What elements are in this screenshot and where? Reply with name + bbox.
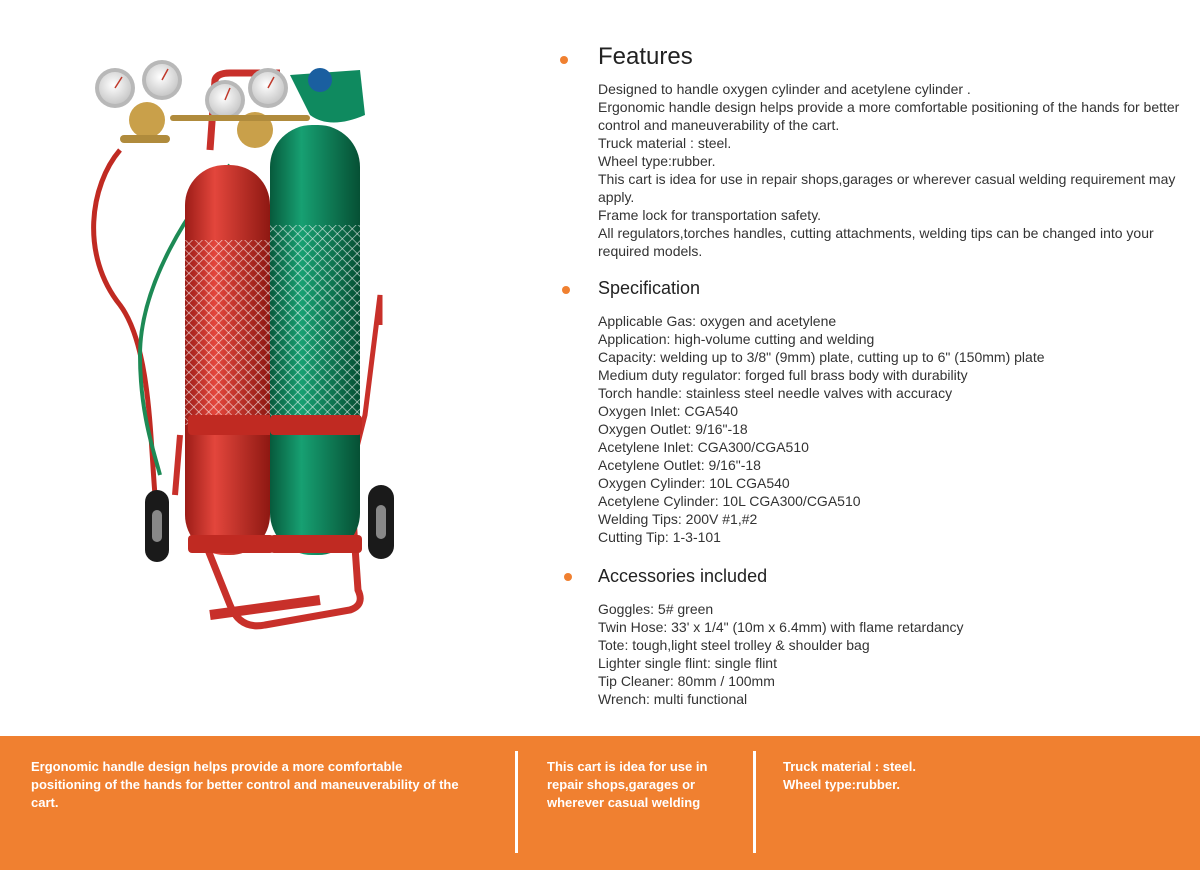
spec-line: Medium duty regulator: forged full brass body with durability — [598, 367, 968, 383]
spec-line: Welding Tips: 200V #1,#2 — [598, 511, 758, 527]
accessories-section — [560, 565, 1190, 708]
features-line: All regulators,torches handles, cutting attachments, welding tips can be changed into your required models. — [598, 225, 1154, 259]
features-list — [560, 80, 1190, 260]
accessory-line: Goggles: 5# green — [598, 601, 714, 617]
features-heading: Features — [598, 43, 693, 70]
spec-line: Oxygen Outlet: 9/16"-18 — [598, 421, 748, 437]
spec-line: Torch handle: stainless steel needle valves with accuracy — [598, 385, 953, 401]
accessory-line: Lighter single flint: single flint — [598, 655, 777, 671]
red-hose — [94, 150, 155, 495]
specification-list — [560, 312, 1190, 546]
accessories-heading: Accessories included — [598, 566, 768, 586]
banner-col-usage: This cart is idea for use in repair shops,garages or wherever casual welding — [547, 759, 708, 810]
valve-knob — [308, 68, 332, 92]
specification-section — [560, 277, 1190, 546]
accessory-line: Tote: tough,light steel trolley & shoulder bag — [598, 637, 870, 653]
bullet-dot — [562, 286, 570, 294]
banner-col-handle: Ergonomic handle design helps provide a more comfortable positioning of the hands for better control and maneuverability of the cart. — [31, 759, 459, 810]
spec-line: Oxygen Inlet: CGA540 — [598, 403, 739, 419]
features-line: Wheel type:rubber. — [598, 153, 716, 169]
spec-line: Acetylene Inlet: CGA300/CGA510 — [598, 439, 809, 455]
features-line: This cart is idea for use in repair shops,garages or wherever casual welding requirement may apply. — [598, 171, 1176, 205]
banner-material-line: Truck material : steel. — [783, 759, 916, 774]
banner-col-material — [783, 758, 1083, 794]
spec-line: Application: high-volume cutting and welding — [598, 331, 875, 347]
highlight-banner — [0, 736, 1200, 870]
features-line: Designed to handle oxygen cylinder and acetylene cylinder . — [598, 81, 971, 97]
banner-wheel-line: Wheel type:rubber. — [783, 777, 901, 792]
spec-line: Acetylene Cylinder: 10L CGA300/CGA510 — [598, 493, 861, 509]
specification-heading: Specification — [598, 278, 701, 298]
product-image-welding-cart — [80, 55, 420, 645]
spec-line: Applicable Gas: oxygen and acetylene — [598, 313, 837, 329]
features-line: Frame lock for transportation safety. — [598, 207, 822, 223]
features-line: Truck material : steel. — [598, 135, 732, 151]
banner-divider — [753, 751, 756, 853]
features-line: Ergonomic handle design helps provide a more comfortable positioning of the hands for better control and maneuverability of the cart. — [598, 99, 1180, 133]
accessories-list — [560, 600, 1190, 708]
accessory-line: Tip Cleaner: 80mm / 100mm — [598, 673, 775, 689]
features-section — [560, 42, 1190, 260]
bullet-dot — [560, 56, 568, 64]
accessory-line: Twin Hose: 33' x 1/4" (10m x 6.4mm) with flame retardancy — [598, 619, 964, 635]
spec-line: Capacity: welding up to 3/8" (9mm) plate, cutting up to 6" (150mm) plate — [598, 349, 1045, 365]
spec-line: Oxygen Cylinder: 10L CGA540 — [598, 475, 790, 491]
accessory-line: Wrench: multi functional — [598, 691, 748, 707]
banner-divider — [515, 751, 518, 853]
spec-line: Acetylene Outlet: 9/16"-18 — [598, 457, 761, 473]
regulator-left — [95, 60, 182, 143]
spec-line: Cutting Tip: 1-3-101 — [598, 529, 721, 545]
bullet-dot — [564, 573, 572, 581]
